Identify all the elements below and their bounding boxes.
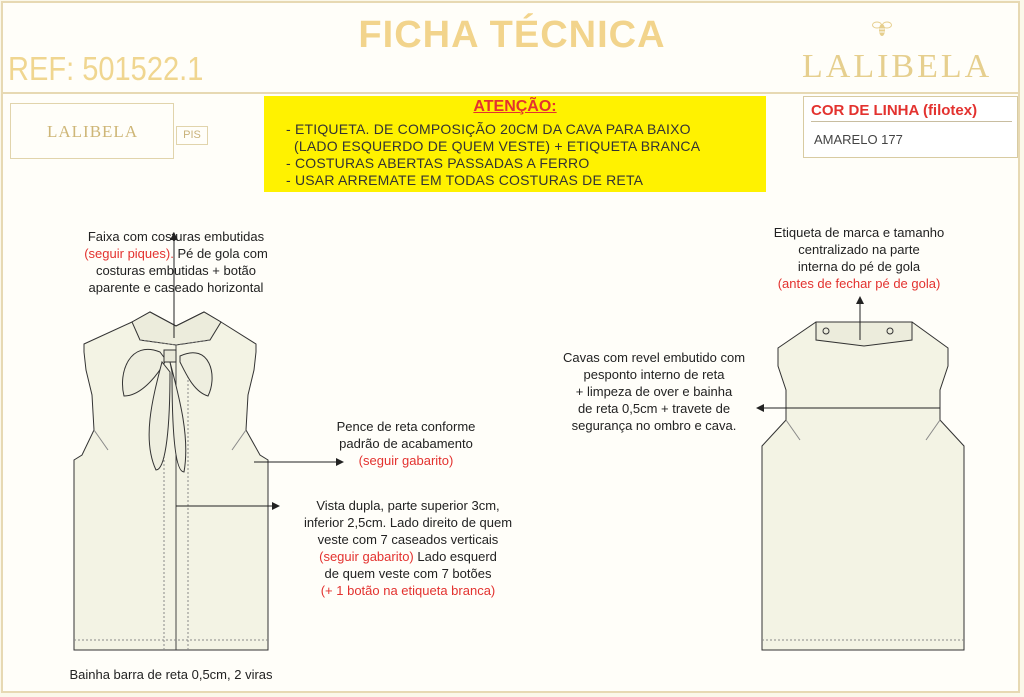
thread-color-value: AMARELO 177: [814, 132, 903, 147]
armhole-note: Cavas com revel embutido com pesponto interno de reta + limpeza de over e bainha de reta 0,5cm + travete de segurança no ombro e cava.: [562, 350, 746, 433]
attention-line: - ETIQUETA. DE COMPOSIÇÃO 20CM DA CAVA PARA BAIXO: [286, 121, 691, 137]
attention-line: - COSTURAS ABERTAS PASSADAS A FERRO: [286, 155, 590, 171]
attention-title: ATENÇÃO:: [473, 98, 557, 115]
brand-logo: LALIBELA: [802, 48, 993, 85]
thread-color-heading: COR DE LINHA (filotex): [811, 102, 977, 119]
brand-label-text: LALIBELA: [47, 122, 139, 141]
reference-code: REF: 501522.1: [8, 50, 204, 87]
attention-line: - USAR ARREMATE EM TODAS COSTURAS DE RETA: [286, 172, 644, 188]
attention-line: (LADO ESQUERDO DE QUEM VESTE) + ETIQUETA BRANCA: [294, 138, 701, 154]
back-garment-drawing: [762, 322, 964, 650]
front-garment-drawing: [74, 312, 268, 650]
collar-note: Faixa com costuras embutidas (seguir piques). Pé de gola com costuras embutidas + botão aparente e caseado horizontal: [84, 229, 268, 295]
placket-note: Vista dupla, parte superior 3cm, inferior 2,5cm. Lado direito de quem veste com 7 caseados verticais (seguir gabarito) Lado esquerd de quem veste com 7 botões (+ 1 botão na etiqueta branca): [303, 498, 513, 598]
label-note: Etiqueta de marca e tamanho centralizado na parte interna do pé de gola (antes de fechar pé de gola): [773, 225, 945, 291]
page-title: FICHA TÉCNICA: [358, 14, 666, 56]
dart-note: Pence de reta conforme padrão de acabamento (seguir gabarito): [336, 419, 476, 468]
pis-tag: PIS: [176, 126, 208, 145]
hem-note: Bainha barra de reta 0,5cm, 2 viras: [69, 667, 273, 682]
